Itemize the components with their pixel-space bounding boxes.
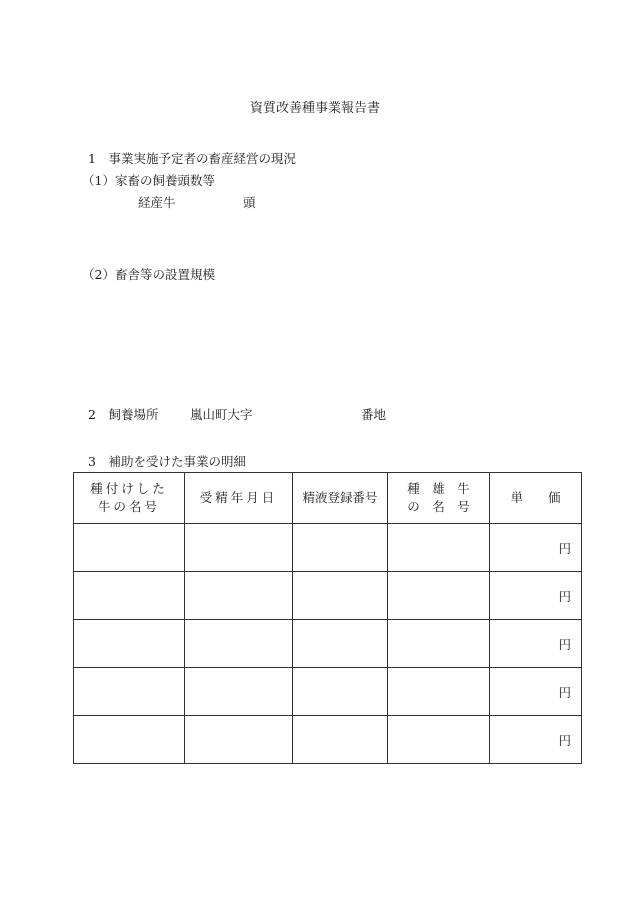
cell-unit-price[interactable] xyxy=(490,524,582,572)
cell-insemination-date[interactable] xyxy=(185,572,293,620)
header-bull-name: 種 雄 牛 の 名 号 xyxy=(388,473,490,524)
cell-semen-number[interactable] xyxy=(293,620,388,668)
cell-cow-name[interactable] xyxy=(74,524,185,572)
yen-unit: 円 xyxy=(558,636,571,652)
yen-unit: 円 xyxy=(558,732,571,748)
header-unit-price: 単 価 xyxy=(490,473,582,524)
cell-insemination-date[interactable] xyxy=(185,524,293,572)
cell-unit-price[interactable] xyxy=(490,620,582,668)
cell-insemination-date[interactable] xyxy=(185,620,293,668)
address-suffix: 番地 xyxy=(361,407,387,422)
cell-bull-name[interactable] xyxy=(388,668,490,716)
cell-cow-name[interactable] xyxy=(74,572,185,620)
cell-semen-number[interactable] xyxy=(293,668,388,716)
table-row xyxy=(74,668,582,716)
cell-unit-price[interactable] xyxy=(490,668,582,716)
section-3-heading: 3 補助を受けた事業の明細 xyxy=(88,454,246,469)
header-semen-registration-number: 精液登録番号 xyxy=(293,473,388,524)
cell-insemination-date[interactable] xyxy=(185,668,293,716)
livestock-unit: 頭 xyxy=(243,195,256,210)
section-1-sub-1: （1）家畜の飼養頭数等 xyxy=(82,173,215,188)
cell-semen-number[interactable] xyxy=(293,572,388,620)
header-cow-name: 種付けした 牛の名号 xyxy=(74,473,185,524)
table-row xyxy=(74,716,582,764)
section-1-sub-2: （2）畜舎等の設置規模 xyxy=(82,267,215,282)
yen-unit: 円 xyxy=(558,588,571,604)
cell-bull-name[interactable] xyxy=(388,620,490,668)
cell-bull-name[interactable] xyxy=(388,524,490,572)
table-row xyxy=(74,620,582,668)
table-row xyxy=(74,572,582,620)
section-2-heading: 2 飼養場所 xyxy=(88,407,159,422)
cell-bull-name[interactable] xyxy=(388,572,490,620)
cell-semen-number[interactable] xyxy=(293,524,388,572)
cell-unit-price[interactable] xyxy=(490,716,582,764)
cell-insemination-date[interactable] xyxy=(185,716,293,764)
table-row xyxy=(74,524,582,572)
yen-unit: 円 xyxy=(558,684,571,700)
yen-unit: 円 xyxy=(558,540,571,556)
details-table xyxy=(73,472,582,764)
cell-unit-price[interactable] xyxy=(490,572,582,620)
cell-cow-name[interactable] xyxy=(74,668,185,716)
page-title: 資質改善種事業報告書 xyxy=(249,101,380,116)
table-header-row xyxy=(74,473,582,524)
cell-semen-number[interactable] xyxy=(293,716,388,764)
header-insemination-date: 受精年月日 xyxy=(185,473,293,524)
cell-cow-name[interactable] xyxy=(74,620,185,668)
cell-cow-name[interactable] xyxy=(74,716,185,764)
cell-bull-name[interactable] xyxy=(388,716,490,764)
section-1-heading: 1 事業実施予定者の畜産経営の現況 xyxy=(88,151,296,166)
livestock-label: 経産牛 xyxy=(138,195,176,210)
address-prefix: 嵐山町大字 xyxy=(190,407,253,422)
